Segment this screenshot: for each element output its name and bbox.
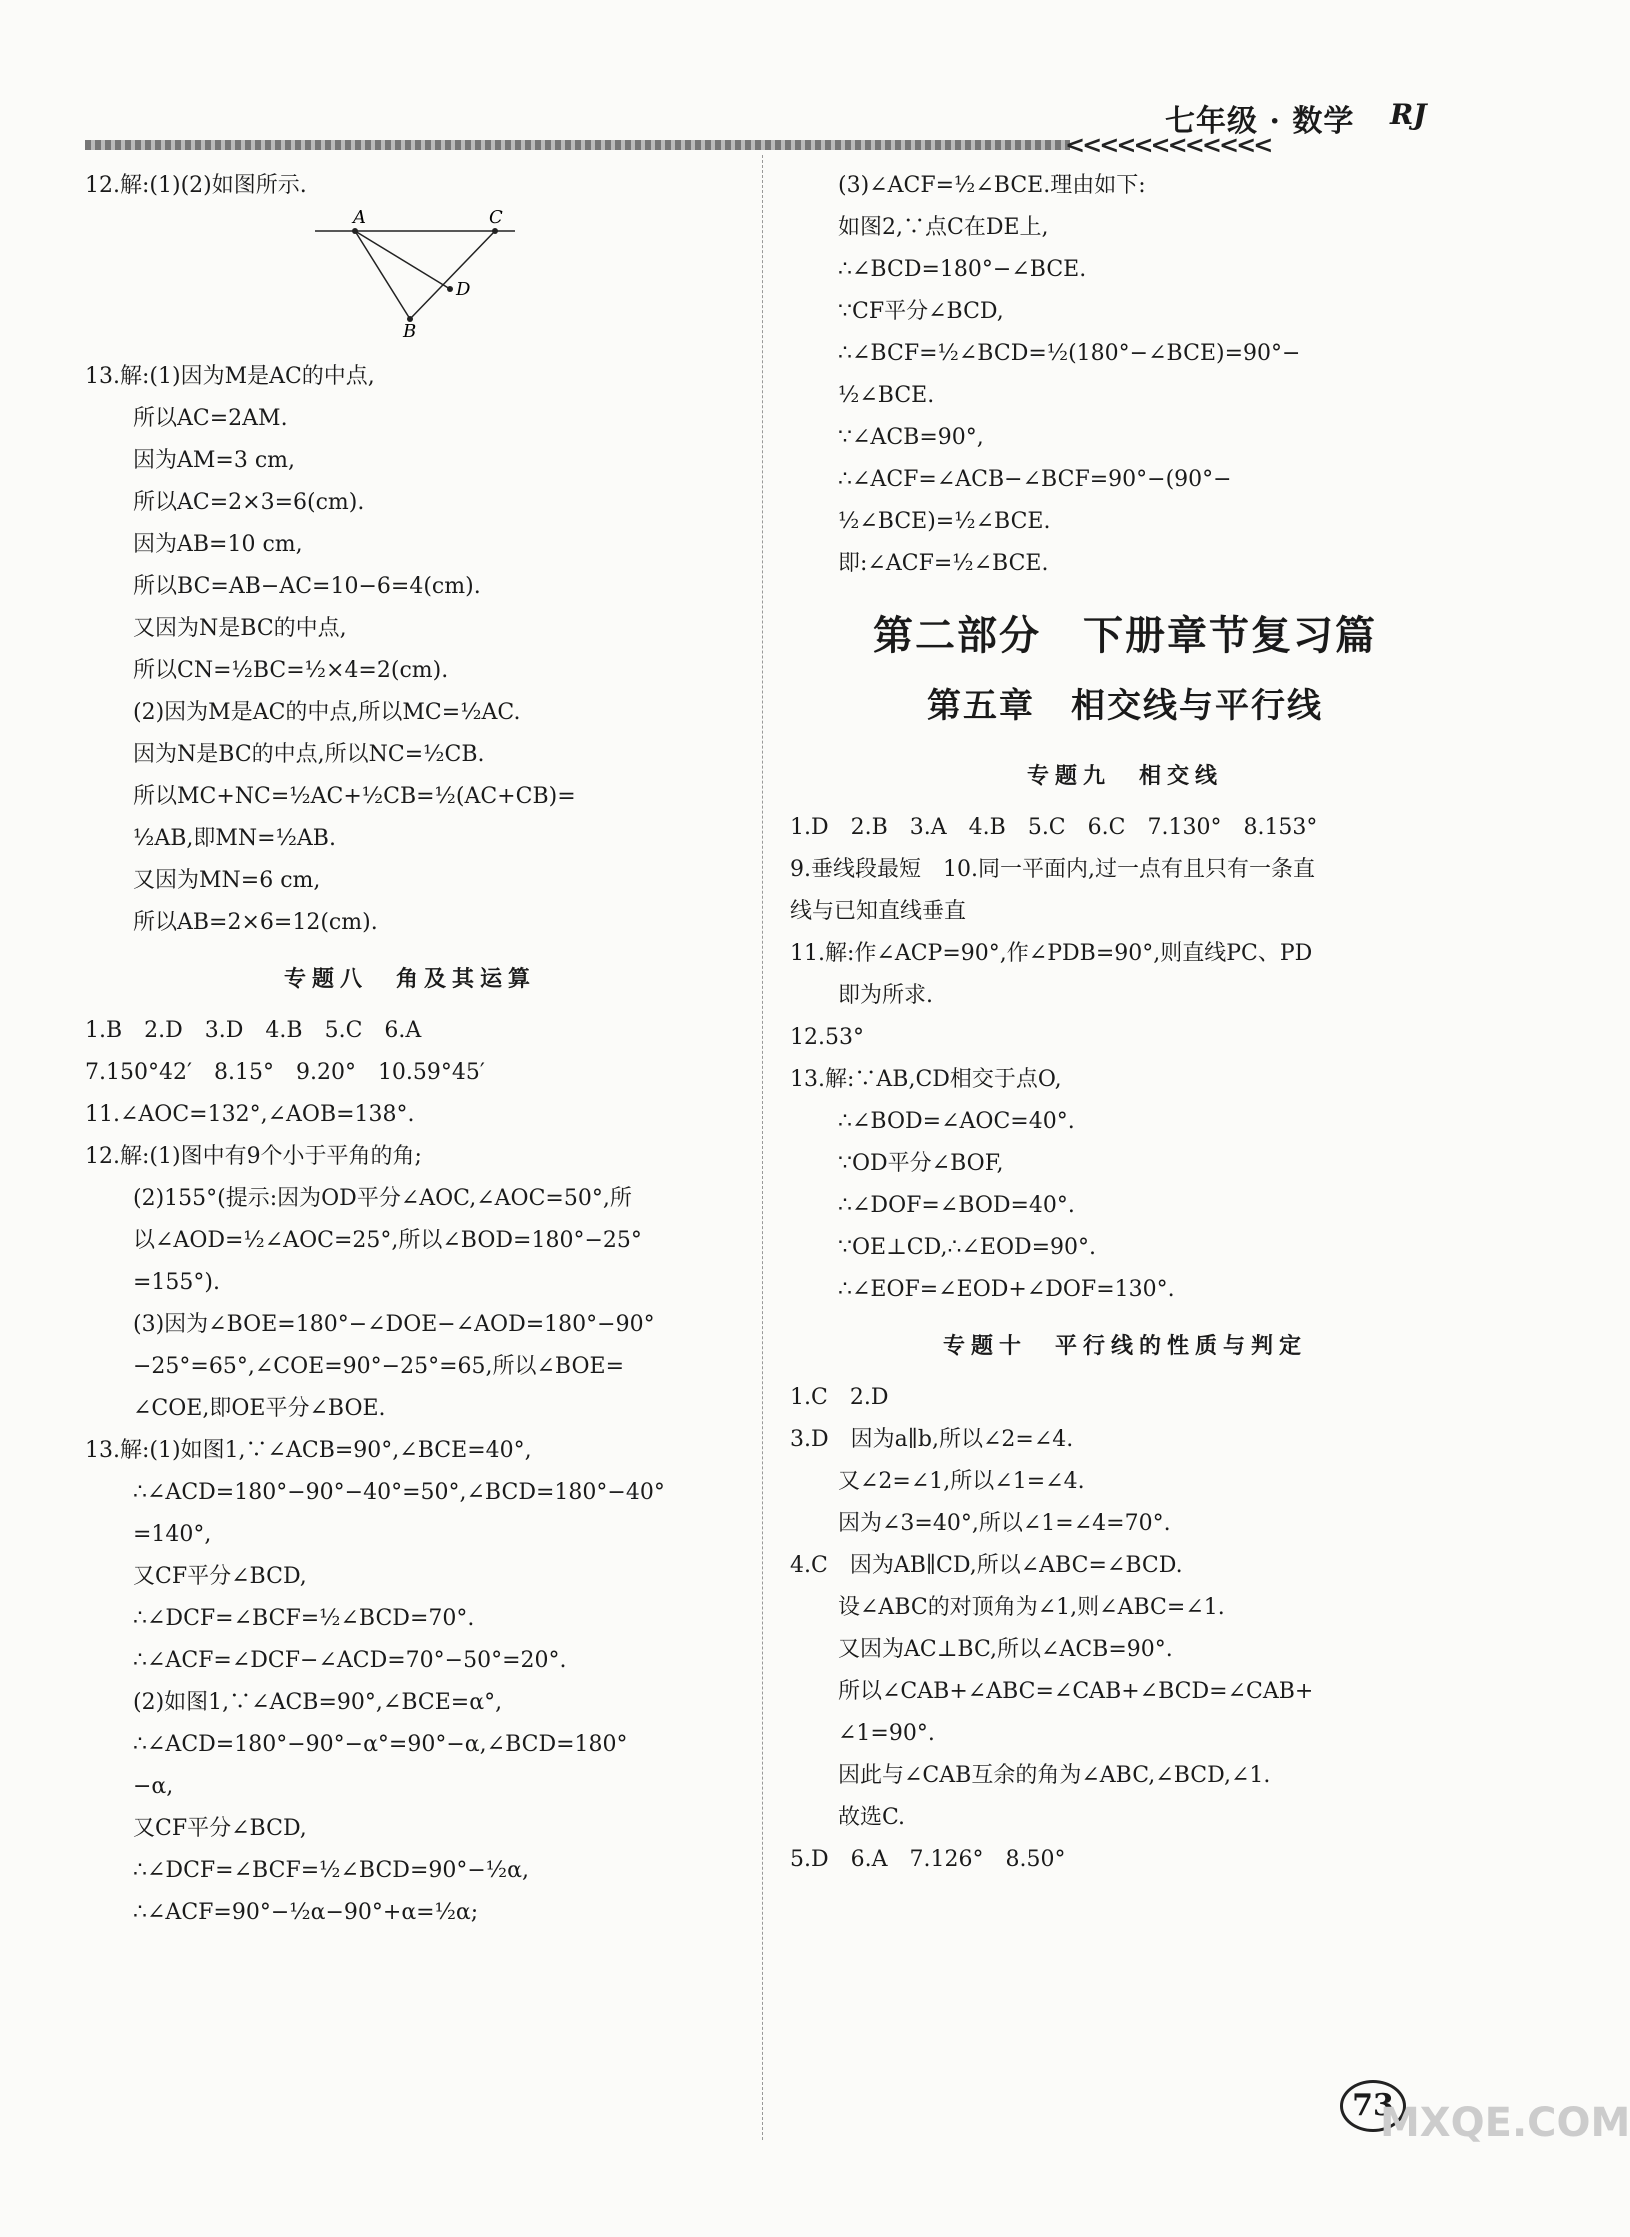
text-line: (2)如图1,∵∠ACB=90°,∠BCE=α°, (133, 1690, 503, 1715)
chevron-decoration-icon: <<<<<<<<<<<< (1065, 130, 1271, 159)
text-line: (3)∠ACF=½∠BCE.理由如下: (838, 173, 1146, 198)
text-line: ∠1=90°. (838, 1721, 935, 1746)
part-title: 第二部分 下册章节复习篇 (873, 613, 1377, 659)
text-line: =155°). (133, 1270, 221, 1295)
label-B: B (403, 321, 417, 342)
right-column (790, 165, 1460, 1881)
text-line: 1.C 2.D (790, 1385, 889, 1410)
text-line: 如图2,∵点C在DE上, (838, 215, 1049, 240)
text-line: =140°, (133, 1522, 212, 1547)
text-line: 又因为N是BC的中点, (133, 616, 347, 641)
text-line: 12.解:(1)图中有9个小于平角的角; (85, 1144, 422, 1169)
text-line: (2)155°(提示:因为OD平分∠AOC,∠AOC=50°,所 (133, 1186, 632, 1211)
text-line: 即:∠ACF=½∠BCE. (838, 551, 1049, 576)
text-line: ∵∠ACB=90°, (838, 425, 984, 450)
text-line: −α, (133, 1774, 174, 1799)
text-line: 13.解:∵AB,CD相交于点O, (790, 1067, 1062, 1092)
text-line: ∴∠ACF=90°−½α−90°+α=½α; (133, 1900, 479, 1925)
text-line: ∵OD平分∠BOF, (838, 1151, 1004, 1176)
text-line: 又因为AC⊥BC,所以∠ACB=90°. (838, 1637, 1173, 1662)
text-line: 因为AM=3 cm, (133, 448, 296, 473)
text-line: −25°=65°,∠COE=90°−25°=65,所以∠BOE= (133, 1354, 625, 1379)
text-line: ∴∠DCF=∠BCF=½∠BCD=70°. (133, 1606, 475, 1631)
text-line: ∴∠BCF=½∠BCD=½(180°−∠BCE)=90°− (838, 341, 1301, 366)
label-D: D (456, 279, 471, 300)
text-line: ∴∠BCD=180°−∠BCE. (838, 257, 1087, 282)
text-line: 设∠ABC的对顶角为∠1,则∠ABC=∠1. (838, 1595, 1225, 1620)
text-line: 13.解:(1)如图1,∵∠ACB=90°,∠BCE=40°, (85, 1438, 532, 1463)
watermark: MXQE.COM (1380, 2100, 1630, 2146)
text-line: 又∠2=∠1,所以∠1=∠4. (838, 1469, 1085, 1494)
edition-tag: RJ (1390, 98, 1427, 131)
text-line: 4.C 因为AB∥CD,所以∠ABC=∠BCD. (790, 1553, 1183, 1578)
header-rule (85, 140, 1070, 150)
text-line: ∠COE,即OE平分∠BOE. (133, 1396, 386, 1421)
text-line: 又因为MN=6 cm, (133, 868, 321, 893)
text-line: ∴∠ACF=∠ACB−∠BCF=90°−(90°− (838, 467, 1232, 492)
text-line: 所以CN=½BC=½×4=2(cm). (133, 658, 449, 683)
column-divider (762, 155, 763, 2140)
section-heading: 专题十 平行线的性质与判定 (942, 1333, 1307, 1359)
text-line: ∴∠ACF=∠DCF−∠ACD=70°−50°=20°. (133, 1648, 567, 1673)
page-number: 73 (1340, 2080, 1406, 2132)
text-line: 所以AC=2AM. (133, 406, 288, 431)
text-line: 12.53° (790, 1025, 864, 1050)
text-line: 所以BC=AB−AC=10−6=4(cm). (133, 574, 481, 599)
text-line: ∴∠ACD=180°−90°−α°=90°−α,∠BCD=180° (133, 1732, 628, 1757)
text-line: 以∠AOD=½∠AOC=25°,所以∠BOD=180°−25° (133, 1228, 642, 1253)
text-line: ½∠BCE. (838, 383, 935, 408)
text-line: 11.解:作∠ACP=90°,作∠PDB=90°,则直线PC、PD (790, 941, 1313, 966)
text-line: (3)因为∠BOE=180°−∠DOE−∠AOD=180°−90° (133, 1312, 655, 1337)
header-title: 七年级 · 数学 (1165, 104, 1355, 139)
text-line: 9.垂线段最短 10.同一平面内,过一点有且只有一条直 (790, 857, 1315, 882)
text-line: 因为N是BC的中点,所以NC=½CB. (133, 742, 485, 767)
left-column (85, 165, 735, 1934)
text-line: 线与已知直线垂直 (790, 899, 967, 924)
text-line: 1.D 2.B 3.A 4.B 5.C 6.C 7.130° 8.153° (790, 815, 1318, 840)
text-line: 13.解:(1)因为M是AC的中点, (85, 364, 375, 389)
section-heading: 专题九 相交线 (1026, 763, 1223, 789)
text-line: 又CF平分∠BCD, (133, 1816, 307, 1841)
text-line: 即为所求. (838, 983, 933, 1008)
label-C: C (489, 207, 503, 228)
text-line: 7.150°42′ 8.15° 9.20° 10.59°45′ (85, 1060, 485, 1085)
text-line: 因此与∠CAB互余的角为∠ABC,∠BCD,∠1. (838, 1763, 1271, 1788)
text-line: 又CF平分∠BCD, (133, 1564, 307, 1589)
text-line: 因为AB=10 cm, (133, 532, 303, 557)
text-line: ∴∠DCF=∠BCF=½∠BCD=90°−½α, (133, 1858, 529, 1883)
text-line: 所以AC=2×3=6(cm). (133, 490, 365, 515)
text-line: (2)因为M是AC的中点,所以MC=½AC. (133, 700, 521, 725)
text-line: 所以MC+NC=½AC+½CB=½(AC+CB)= (133, 784, 576, 809)
text-line: ½∠BCE)=½∠BCE. (838, 509, 1051, 534)
text-line: ∴∠ACD=180°−90°−40°=50°,∠BCD=180°−40° (133, 1480, 665, 1505)
text-line: 12.解:(1)(2)如图所示. (85, 173, 307, 198)
text-line: 3.D 因为a∥b,所以∠2=∠4. (790, 1427, 1074, 1452)
text-line: 因为∠3=40°,所以∠1=∠4=70°. (838, 1511, 1171, 1536)
text-line: 1.B 2.D 3.D 4.B 5.C 6.A (85, 1018, 422, 1043)
figure-triangle (315, 209, 735, 354)
text-line: ∴∠DOF=∠BOD=40°. (838, 1193, 1075, 1218)
text-line: 5.D 6.A 7.126° 8.50° (790, 1847, 1066, 1872)
text-line: ∵OE⊥CD,∴∠EOD=90°. (838, 1235, 1097, 1260)
chapter-title: 第五章 相交线与平行线 (927, 686, 1323, 726)
label-A: A (353, 207, 366, 228)
text-line: 所以AB=2×6=12(cm). (133, 910, 378, 935)
text-line: 所以∠CAB+∠ABC=∠CAB+∠BCD=∠CAB+ (838, 1679, 1314, 1704)
text-line: ∴∠BOD=∠AOC=40°. (838, 1109, 1075, 1134)
text-line: 11.∠AOC=132°,∠AOB=138°. (85, 1102, 415, 1127)
text-line: ½AB,即MN=½AB. (133, 826, 336, 851)
section-heading: 专题八 角及其运算 (283, 966, 536, 992)
text-line: 故选C. (838, 1805, 906, 1830)
text-line: ∴∠EOF=∠EOD+∠DOF=130°. (838, 1277, 1175, 1302)
text-line: ∵CF平分∠BCD, (838, 299, 1004, 324)
